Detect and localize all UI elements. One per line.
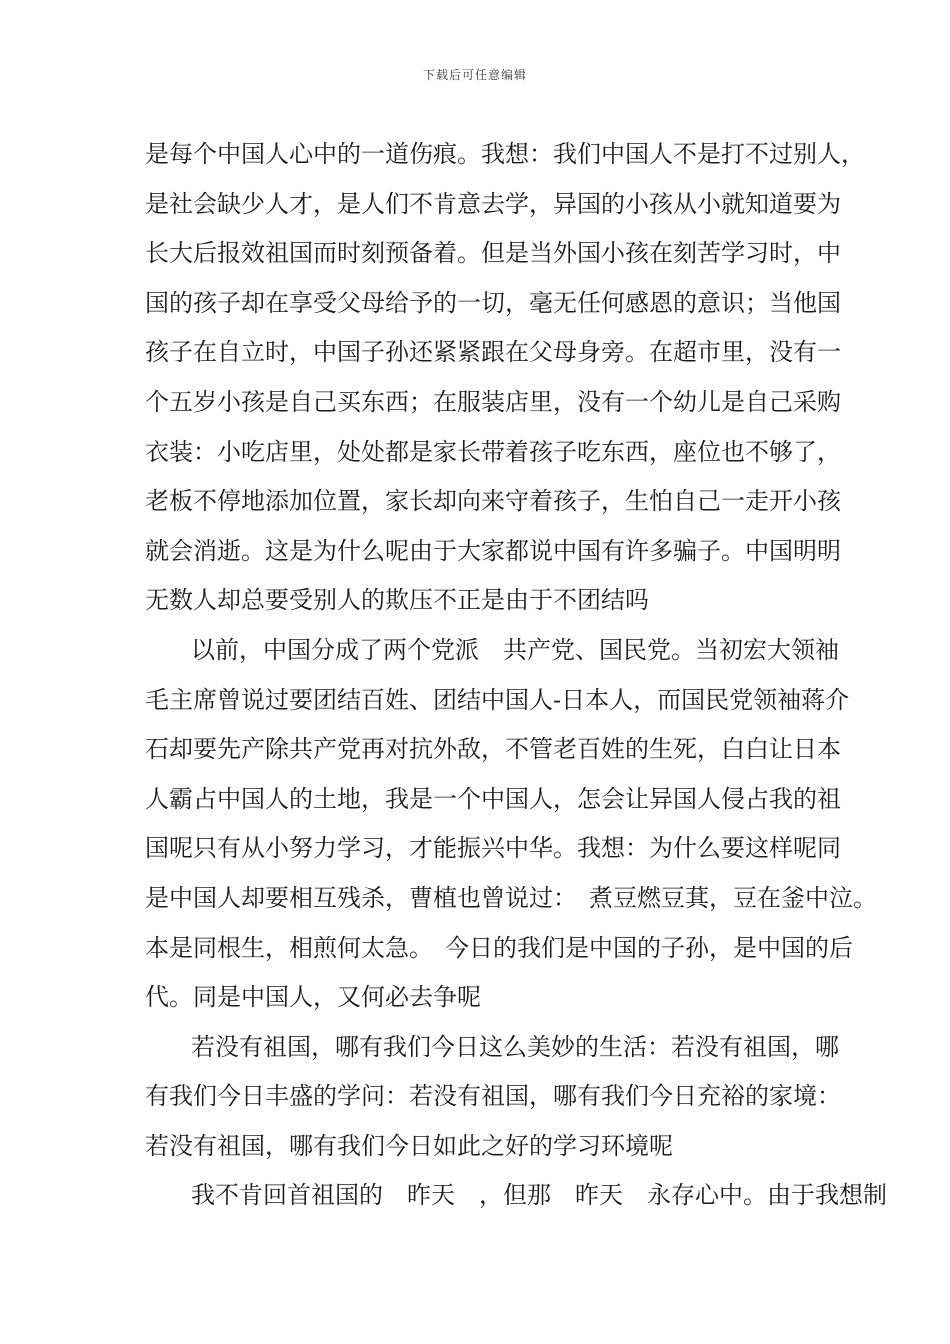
text-line: 老板不停地添加位置，家长却向来守着孩子，生怕自己一走开小孩 — [145, 487, 841, 516]
text-line: 孩子在自立时，中国子孙还紧紧跟在父母身旁。在超市里，没有一 — [145, 338, 841, 367]
document-body — [145, 130, 887, 1221]
text-line: 本是同根生，相煎何太急。 今日的我们是中国的子孙，是中国的后 — [145, 933, 853, 962]
text-line: 若没有祖国，哪有我们今日如此之好的学习环境呢 — [145, 1131, 673, 1160]
text-line: 人霸占中国人的土地，我是一个中国人，怎会让异国人侵占我的祖 — [145, 784, 841, 813]
text-line: 若没有祖国，哪有我们今日这么美妙的生活：若没有祖国，哪 — [191, 1032, 839, 1061]
text-line: 毛主席曾说过要团结百姓、团结中国人-日本人，而国民党领袖蒋介 — [145, 685, 850, 714]
text-line: 有我们今日丰盛的学问：若没有祖国，哪有我们今日充裕的家境： — [145, 1082, 841, 1111]
text-line: 衣装：小吃店里，处处都是家长带着孩子吃东西，座位也不够了， — [145, 437, 841, 466]
page-header: 下载后可任意编辑 — [422, 68, 527, 82]
text-line: 石却要先产除共产党再对抗外敌，不管老百姓的生死，白白让日本 — [145, 735, 841, 764]
text-line: 国的孩子却在享受父母给予的一切，毫无任何感恩的意识；当他国 — [145, 288, 841, 317]
text-line: 代。同是中国人，又何必去争呢 — [145, 983, 481, 1012]
text-line: 我不肯回首祖国的 昨天 ，但那 昨天 永存心中。由于我想制 — [191, 1181, 887, 1210]
text-line: 以前，中国分成了两个党派 共产党、国民党。当初宏大领袖 — [191, 635, 839, 664]
text-line: 是中国人却要相互残杀，曹植也曾说过： 煮豆燃豆萁，豆在釜中泣。 — [145, 883, 877, 912]
text-line: 就会消逝。这是为什么呢由于大家都说中国有许多骗子。中国明明 — [145, 536, 841, 565]
text-line: 无数人却总要受别人的欺压不正是由于不团结吗 — [145, 586, 649, 615]
text-line: 个五岁小孩是自己买东西；在服装店里，没有一个幼儿是自己采购 — [145, 387, 841, 416]
text-line: 是每个中国人心中的一道伤痕。我想：我们中国人不是打不过别人， — [145, 140, 865, 168]
text-line: 是社会缺少人才，是人们不肯意去学，异国的小孩从小就知道要为 — [145, 189, 841, 218]
text-line: 国呢只有从小努力学习，才能振兴中华。我想：为什么要这样呢同 — [145, 834, 841, 863]
text-line: 长大后报效祖国而时刻预备着。但是当外国小孩在刻苦学习时，中 — [145, 239, 841, 268]
